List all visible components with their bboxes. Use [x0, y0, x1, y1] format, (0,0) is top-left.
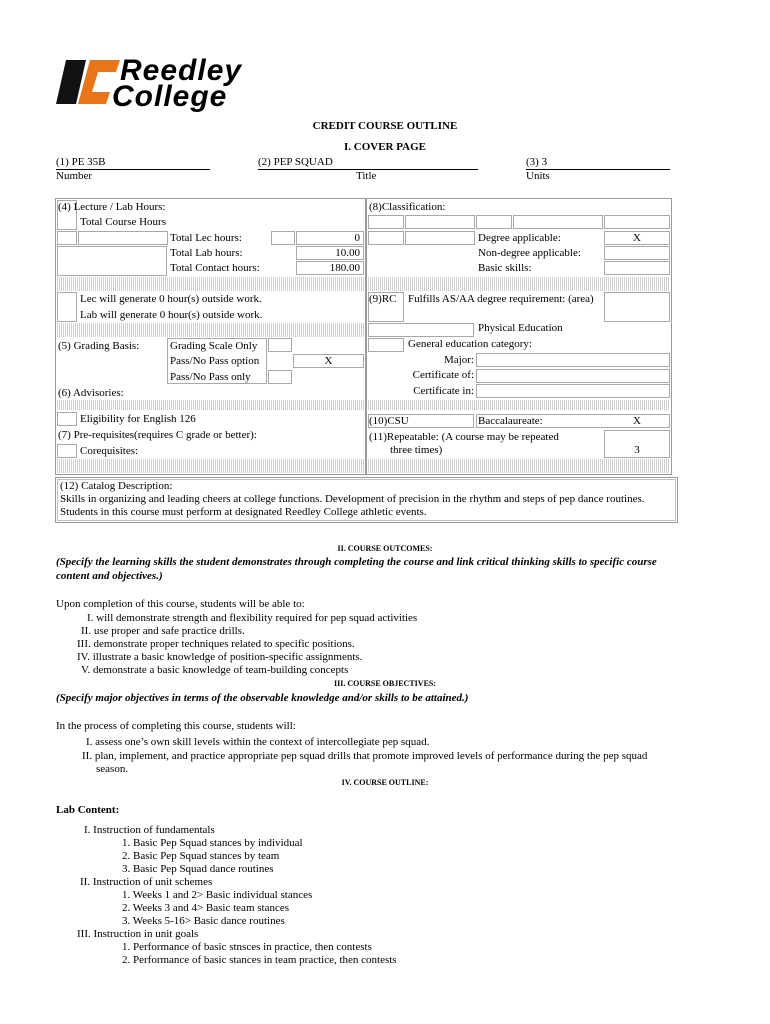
- outcome-item-1: I. will demonstrate strength and flexibility required for pep squad activities: [87, 612, 418, 624]
- certificate-of-label: Certificate of:: [412, 369, 474, 381]
- objective-item-1: I. assess one’s own skill levels within the context of intercollegiate pep squad.: [86, 736, 430, 748]
- grading-option-pnp-only: Pass/No Pass only: [170, 371, 251, 383]
- repeatable-label: (11)Repeatable: (A course may be repeated: [369, 431, 559, 443]
- rc-label: (9)RC: [369, 293, 397, 305]
- outline-line: 2. Basic Pep Squad stances by team: [122, 850, 280, 862]
- section-cover-page: I. COVER PAGE: [344, 141, 426, 153]
- degree-applicable-mark: X: [633, 232, 641, 244]
- lab-content-heading: Lab Content:: [56, 804, 120, 816]
- lec-hours-label: Total Lec hours:: [170, 232, 242, 244]
- lab-hours-label: Total Lab hours:: [170, 247, 243, 259]
- title-label: Title: [356, 170, 377, 182]
- logo-line2: College: [112, 80, 228, 113]
- outline-line: 3. Basic Pep Squad dance routines: [122, 863, 274, 875]
- outline-line: I. Instruction of fundamentals: [84, 824, 215, 836]
- total-course-hours: Total Course Hours: [80, 216, 166, 228]
- repeatable-label-cont: three times): [390, 444, 443, 456]
- grading-pnp-mark: X: [324, 355, 333, 367]
- advisories-label: (6) Advisories:: [58, 387, 124, 399]
- grading-option-scale: Grading Scale Only: [170, 340, 258, 352]
- number-label: Number: [56, 170, 93, 182]
- units-label: Units: [526, 170, 550, 182]
- outcomes-intro: Upon completion of this course, students will be able to:: [56, 598, 305, 610]
- objective-item-2-cont: season.: [96, 763, 129, 775]
- lab-hours-value: 10.00: [335, 247, 360, 259]
- objective-item-2: II. plan, implement, and practice appropriate pep squad drills that promote improved levels of performance during the pep squad: [82, 750, 648, 762]
- classification-label: (8)Classification:: [369, 201, 446, 213]
- lec-hours-value: 0: [354, 232, 360, 244]
- catalog-line-1: Skills in organizing and leading cheers at college functions. Development of precision in the rhythm and steps of pep dance routines.: [60, 493, 645, 505]
- contact-hours-value: 180.00: [329, 262, 360, 274]
- outline-line: III. Instruction in unit goals: [77, 928, 199, 940]
- grading-option-pnp: Pass/No Pass option: [170, 355, 260, 367]
- objectives-heading: III. COURSE OBJECTIVES:: [333, 679, 437, 688]
- outline-heading: IV. COURSE OUTLINE:: [341, 778, 429, 787]
- outline-line: 1. Weeks 1 and 2> Basic individual stances: [122, 889, 313, 901]
- outline-line: 1. Performance of basic stnsces in practice, then contests: [122, 941, 372, 953]
- outcomes-instruction-1: (Specify the learning skills the student demonstrates through completing the course and link critical thinking skills to specific course: [56, 556, 657, 568]
- outline-line: 1. Basic Pep Squad stances by individual: [122, 837, 303, 849]
- csu-label: (10)CSU: [369, 415, 409, 427]
- catalog-line-2: Students in this course must perform at designated Reedley College athletic events.: [60, 506, 427, 518]
- certificate-in-label: Certificate in:: [413, 385, 474, 397]
- outcome-item-3: III. demonstrate proper techniques related to specific positions.: [77, 638, 355, 650]
- outcome-item-4: IV. illustrate a basic knowledge of position-specific assignments.: [77, 651, 363, 663]
- rc-requirement-text: Fulfills AS/AA degree requirement: (area): [408, 293, 594, 305]
- baccalaureate-mark: X: [633, 415, 641, 427]
- advisory-eligibility: Eligibility for English 126: [80, 413, 196, 425]
- objectives-instruction: (Specify major objectives in terms of the observable knowledge and/or skills to be attained.): [56, 692, 469, 704]
- baccalaureate-label: Baccalaureate:: [478, 415, 543, 427]
- prerequisites-label: (7) Pre-requisites(requires C grade or better):: [58, 429, 257, 441]
- outcomes-instruction-2: content and objectives.): [56, 570, 163, 582]
- objectives-intro: In the process of completing this course, students will:: [56, 720, 296, 732]
- major-label: Major:: [444, 354, 474, 366]
- ge-category-label: General education category:: [408, 338, 532, 350]
- grading-basis-label: (5) Grading Basis:: [58, 340, 140, 352]
- corequisites-label: Corequisites:: [80, 445, 139, 457]
- course-number: (1) PE 35B: [56, 156, 210, 170]
- outline-line: 3. Weeks 5-16> Basic dance routines: [122, 915, 285, 927]
- catalog-heading: (12) Catalog Description:: [60, 480, 173, 492]
- outline-line: 2. Weeks 3 and 4> Basic team stances: [122, 902, 290, 914]
- contact-hours-label: Total Contact hours:: [170, 262, 260, 274]
- logo-line1: Reedley: [120, 54, 243, 87]
- rc-area-value: Physical Education: [478, 322, 563, 334]
- outline-line: II. Instruction of unit schemes: [80, 876, 213, 888]
- outcomes-heading: II. COURSE OUTCOMES:: [337, 544, 433, 553]
- doc-title: CREDIT COURSE OUTLINE: [312, 120, 458, 132]
- outcome-item-2: II. use proper and safe practice drills.: [81, 625, 245, 637]
- course-units: (3) 3: [526, 156, 670, 170]
- degree-applicable-label: Degree applicable:: [478, 232, 561, 244]
- repeat-count-value: 3: [634, 444, 640, 456]
- course-title: (2) PEP SQUAD: [258, 156, 478, 170]
- outline-line: 2. Performance of basic stances in team practice, then contests: [122, 954, 397, 966]
- non-degree-label: Non-degree applicable:: [478, 247, 581, 259]
- outcome-item-5: V. demonstrate a basic knowledge of team-building concepts: [81, 664, 349, 676]
- hours-heading: (4) Lecture / Lab Hours:: [58, 201, 166, 213]
- basic-skills-label: Basic skills:: [478, 262, 532, 274]
- lab-outside-work: Lab will generate 0 hour(s) outside work.: [80, 309, 263, 321]
- lec-outside-work: Lec will generate 0 hour(s) outside work.: [80, 293, 262, 305]
